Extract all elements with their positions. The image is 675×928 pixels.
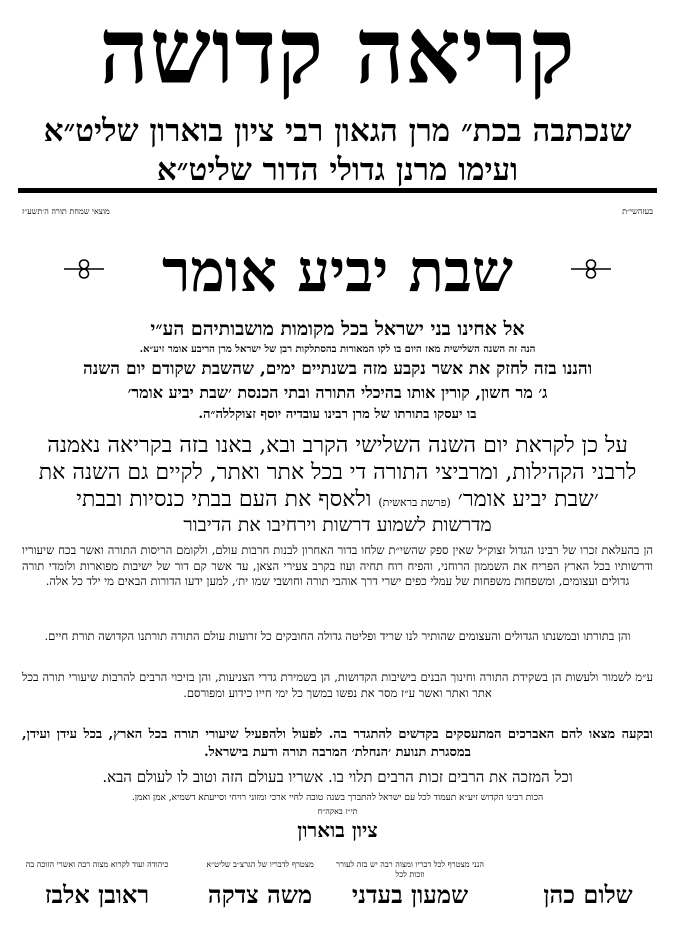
signature-name: ראובן אלבז	[44, 880, 150, 909]
main-signer: ציון בוארון	[297, 818, 378, 842]
headline: שבת יביע אומר	[162, 237, 513, 305]
signature-name: משה צדקה	[207, 880, 313, 909]
subtitle-line-1: שנכתבה בכת״ מרן הגאון רבי ציון בוארון שליט״א	[43, 113, 632, 149]
blessing-line: הכות רבינו הקדוש זיע״א תעמוד לכל עם ישראל להתברך בשנה טובה לחיי ארכי ומזוני רויחי וסייעתא דשמיא, אמן ואמן.	[131, 793, 544, 803]
top-left-note: מוצאי שמחת תורה ה׳תשע״ז	[22, 207, 110, 216]
intro-small: הנה זה השנה השלישית מאז היום בו לקו המאורות בהסתלקות רבן של ישראל מרן הריבע אומר זיע״א.	[139, 344, 536, 355]
signature-caption: הנני מצטרף לכל דבריו ומצוה רבה יש בזה לעורר וזכות לכל	[336, 860, 484, 879]
intro-medium: והננו בזה לחזק את אשר נקבע מזה בשנתיים ימים, שהשבת שקודם יום השנה	[82, 359, 593, 379]
parasha-note: (פרשת בראשית)	[378, 496, 451, 509]
document-title: קריאה קדושה	[99, 0, 576, 105]
intro-continued: ג׳ מר חשון, קורין אותו בהיכלי התורה ובתי הכנסת ׳שבת יביע אומר׳	[127, 383, 548, 402]
closing-date: תי״ז באקה״ח	[317, 807, 358, 816]
signature-caption	[523, 860, 653, 880]
signature-block-4	[22, 860, 172, 910]
signature-name: שלום כהן	[543, 880, 633, 909]
call-line-4: מדרשות לשמוע דרשות וירחיבו את הדיבור	[183, 514, 492, 536]
signature-caption: מצטרף לדבריו של הגרצ״ב שליט״א	[206, 860, 314, 869]
top-right-note: בעזהשי״ת	[622, 207, 653, 216]
paragraph-5: וכל המזכה את הרבים זכות הרבים תלוי בו. אשריו בעולם הזה וטוב לו לעולם הבא.	[102, 768, 573, 786]
address-line: אל אחינו בני ישראל בכל מקומות מושבותיהם הע״י	[150, 318, 525, 340]
signature-block-1	[523, 860, 653, 910]
call-line-3	[22, 486, 653, 516]
call-line-2: לרבני הקהילות, ומרביצי התורה די בכל אתר ואתר, לקיים גם השנה את	[38, 460, 637, 485]
signature-block-3	[190, 860, 330, 910]
call-line-3-start: ׳שבת יביע אומר׳	[457, 487, 599, 512]
header-divider	[18, 188, 657, 193]
call-line-1: על כן לקראת יום השנה השלישי הקרב ובא, באנו בזה בקריאה נאמנה	[47, 433, 628, 458]
subtitle-line-2: ועימו מרנן גדולי הדור שליט״א	[156, 152, 519, 188]
signature-name: שמעון בעדני	[351, 880, 469, 909]
paragraph-4: ובקעה מצאו להם האברכים המתעסקים בקדשים להתגדר בה. לפעול ולהפעיל שיעורי תורה בכל הארץ, בכל עידן ועידן, במסגרת תנועת ׳הנחלת׳ המרבה תורה ודעת בישראל.	[22, 727, 653, 760]
paragraph-2: והן בתורתו ובמשנתו הגדולים והעצומים שהותיר לנו שריד ופליטה גדולה החובקים כל זרועות עולם התורה תורתנו הקדושה תורת חיים.	[44, 629, 631, 643]
intro-end: בו יעסקו בתורתו של מרן רבינו עובדיה יוסף זצוקללה״ה.	[198, 407, 477, 422]
call-line-3-end: ולאסף את העם בבתי כנסיות ובבתי	[76, 487, 372, 512]
signature-block-2	[335, 860, 485, 910]
paragraph-3: ע״מ לשמור ולעשות הן בשקידת התורה וחינוך הבנים בישיבות הקדושות, הן בשמירת גדרי הצניעות, והן בזיכוי הרבים להרבות שיעורי תורה בכל אתר ואתר ואשר ע״ז מסר את נפשו במשך כל ימי חייו כידוע ומפורסם.	[22, 670, 653, 700]
paragraph-1: הן בהעלאת זכרו של רבינו הגדול זצוק״ל שאין ספק שהשי״ת שלחו בדור האחרון לבנות חרבות עולם, ולקומם הריסות התורה ואשר בכח שיעוריו ודרשותיו בכל הארץ הפריח את השממון הרוחני, והפיח רוח תחיה ועוז בקרב צעירי הצאן, עד אשר קם דור של ישיבות מפוארות ולומדי תורה גדולים ועצומים, ומשפחות משפחות של עמלי כפים ישרי דרך אוהבי תורה וחושבי שמו ית׳, למען ידעו הדורות הבאים מי ילד כל אלה.	[22, 543, 653, 588]
signature-caption: כיהודה ועוד לקרוא מצוה רבה ואשרי הזוכה בה	[25, 860, 169, 869]
